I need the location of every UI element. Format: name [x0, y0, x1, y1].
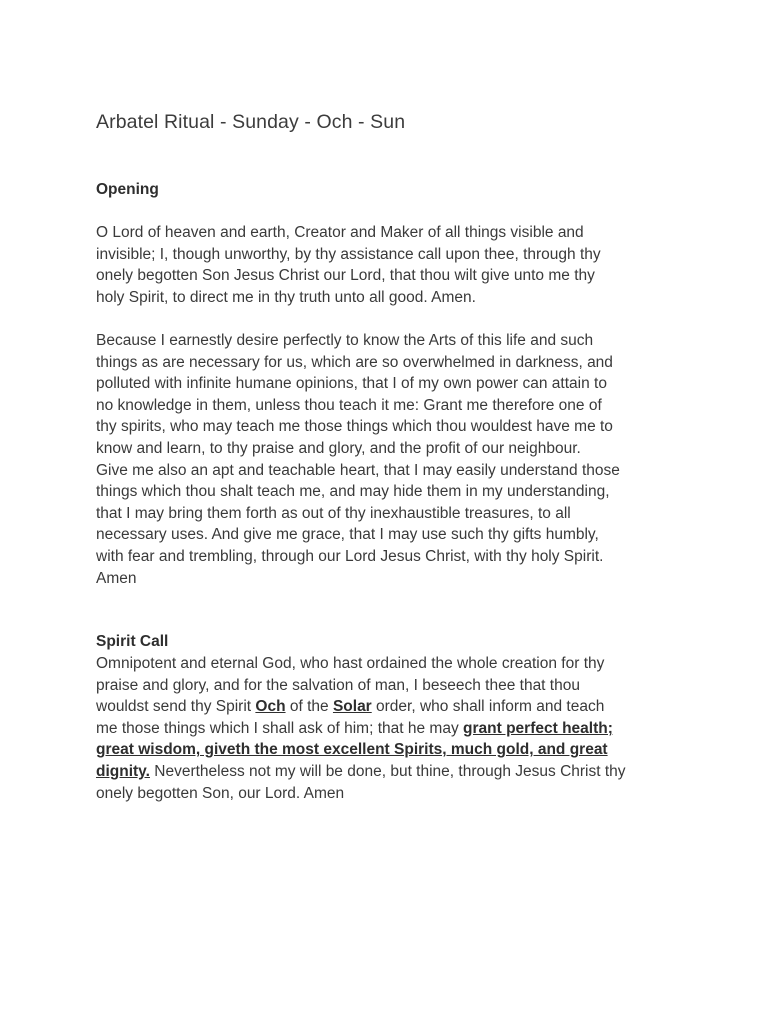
- text-line: [96, 718, 676, 740]
- opening-heading: Opening: [96, 181, 159, 198]
- text-line: things which thou shalt teach me, and may hide them in my understanding,: [96, 483, 610, 501]
- gifts-emphasis-2: great wisdom, giveth the most excellent Spirits, much gold, and great: [96, 741, 608, 759]
- text-line: onely begotten Son, our Lord. Amen: [96, 784, 345, 802]
- gifts-emphasis-1: grant perfect health;: [463, 719, 613, 737]
- text-line: invisible; I, though unworthy, by thy assistance call upon thee, through thy: [96, 245, 601, 263]
- text-line: [96, 739, 676, 761]
- text-line: praise and glory, and for the salvation of man, I beseech thee that thou: [96, 676, 580, 694]
- text-line: know and learn, to thy praise and glory, and the profit of our neighbour.: [96, 439, 581, 457]
- text-line: with fear and trembling, through our Lord Jesus Christ, with thy holy Spirit.: [96, 547, 604, 565]
- gifts-emphasis-3: dignity.: [96, 762, 150, 780]
- text-line: polluted with infinite humane opinions, that I of my own power can attain to: [96, 375, 607, 393]
- text-fragment: of the: [285, 698, 333, 716]
- text-line: O Lord of heaven and earth, Creator and Maker of all things visible and: [96, 224, 584, 241]
- opening-paragraph-1: [96, 222, 676, 308]
- text-line: [96, 696, 676, 718]
- text-fragment: wouldst send thy Spirit: [96, 698, 256, 716]
- text-line: thy spirits, who may teach me those things which thou wouldest have me to: [96, 418, 613, 436]
- text-line: holy Spirit, to direct me in thy truth unto all good. Amen.: [96, 288, 476, 306]
- text-fragment: Nevertheless not my will be done, but thine, through Jesus Christ thy: [149, 762, 626, 780]
- text-line: Amen: [96, 569, 137, 587]
- order-name: Solar: [332, 698, 372, 716]
- document-title: Arbatel Ritual - Sunday - Och - Sun: [96, 111, 406, 133]
- text-line: that I may bring them forth as out of thy inexhaustible treasures, to all: [96, 504, 571, 522]
- text-line: no knowledge in them, unless thou teach it me: Grant me therefore one of: [96, 396, 602, 414]
- text-line: things as are necessary for us, which are so overwhelmed in darkness, and: [96, 353, 613, 371]
- text-line: Because I earnestly desire perfectly to know the Arts of this life and such: [96, 332, 594, 349]
- opening-paragraph-2: [96, 330, 676, 589]
- text-line: necessary uses. And give me grace, that I may use such thy gifts humbly,: [96, 526, 599, 544]
- spirit-call-heading: Spirit Call: [96, 633, 169, 650]
- spirit-call-paragraph: [96, 653, 676, 804]
- text-fragment: order, who shall inform and teach: [371, 698, 605, 716]
- text-line: [96, 761, 676, 783]
- text-fragment: me those things which I shall ask of him; that he may: [96, 719, 464, 737]
- spirit-name: Och: [255, 698, 286, 716]
- text-line: onely begotten Son Jesus Christ our Lord, that thou wilt give unto me thy: [96, 267, 595, 285]
- text-line: Omnipotent and eternal God, who hast ordained the whole creation for thy: [96, 655, 605, 672]
- text-line: Give me also an apt and teachable heart, that I may easily understand those: [96, 461, 620, 479]
